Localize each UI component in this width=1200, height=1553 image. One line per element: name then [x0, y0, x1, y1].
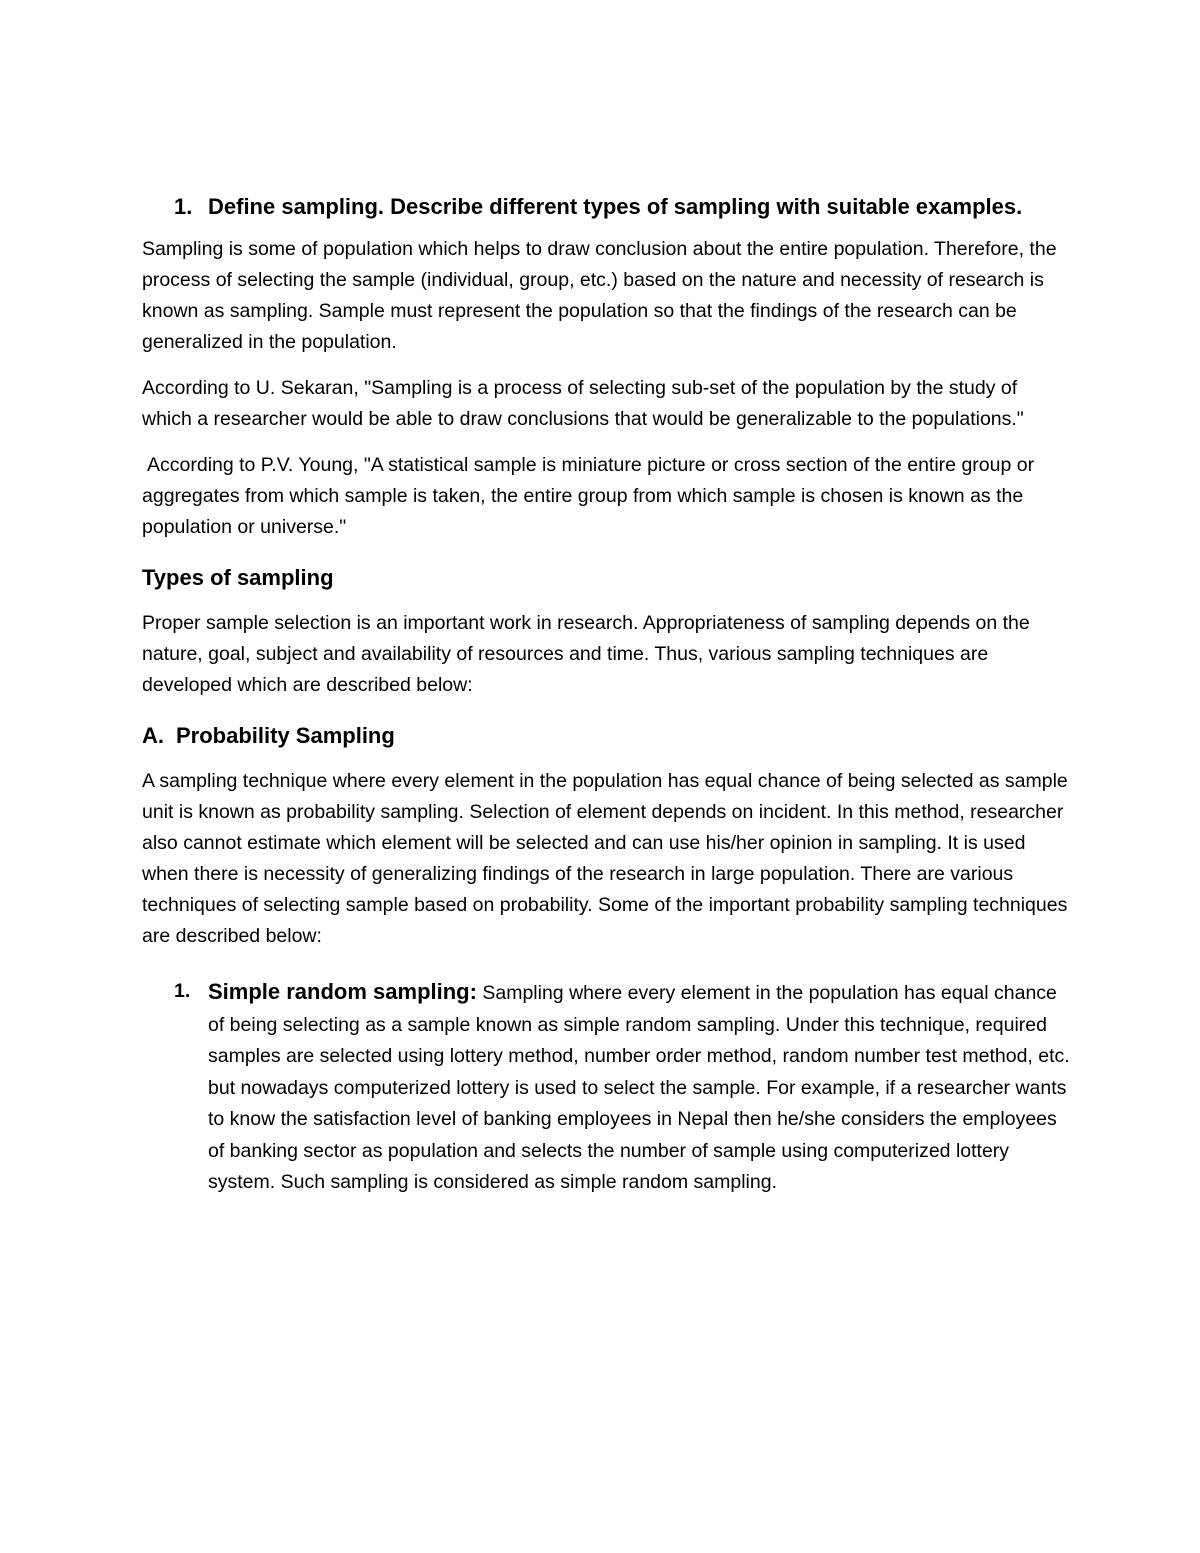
- probability-sampling-title: Probability Sampling: [176, 723, 395, 748]
- types-intro-paragraph: Proper sample selection is an important work in research. Appropriateness of sampling depends on the nature, goal, subject and availability of resources and time. Thus, various sampling techniques are developed which are described below:: [142, 612, 1030, 696]
- list-item: [174, 976, 1072, 1199]
- sekaran-quote-paragraph: According to U. Sekaran, "Sampling is a process of selecting sub-set of the population by the study of which a researcher would be able to draw conclusions that would be generalizable to the populations.": [142, 377, 1024, 430]
- question-heading: [174, 190, 1072, 224]
- technique-description: Sampling where every element in the population has equal chance of being selecting as a sample known as simple random sampling. Under this technique, required samples are selected using lottery method, number order method, random number test method, etc. but nowadays computerized lottery is used to select the sample. For example, if a researcher wants to know the satisfaction level of banking employees in Nepal then he/she considers the employees of banking sector as population and selects the number of sample using computerized lottery system. Such sampling is considered as simple random sampling.: [208, 982, 1070, 1193]
- technique-term: Simple random sampling:: [208, 979, 477, 1004]
- probability-sampling-heading: [142, 721, 1072, 751]
- list-item-body: [208, 976, 1072, 1199]
- young-quote-paragraph: According to P.V. Young, "A statistical sample is miniature picture or cross section of the entire group or aggregates from which sample is taken, the entire group from which sample is chosen is known as the population or universe.": [142, 454, 1035, 538]
- list-item-number: 1.: [174, 980, 191, 1002]
- section-letter: A.: [142, 723, 164, 748]
- definition-paragraph: Sampling is some of population which helps to draw conclusion about the entire population. Therefore, the process of selecting the sample (individual, group, etc.) based on the nature and necessity of research is known as sampling. Sample must represent the population so that the findings of the research can be generalized in the population.: [142, 238, 1057, 353]
- types-of-sampling-heading: Types of sampling: [142, 565, 334, 590]
- document-content: [142, 190, 1072, 1199]
- probability-sampling-paragraph: A sampling technique where every element in the population has equal chance of being selected as sample unit is known as probability sampling. Selection of element depends on incident. In this method, researcher also cannot estimate which element will be selected and can use his/her opinion in sampling. It is used when there is necessity of generalizing findings of the research in large population. There are various techniques of selecting sample based on probability. Some of the important probability sampling techniques are described below:: [142, 770, 1068, 947]
- question-text: Define sampling. Describe different types of sampling with suitable examples.: [208, 194, 1023, 219]
- question-number: 1.: [174, 194, 193, 219]
